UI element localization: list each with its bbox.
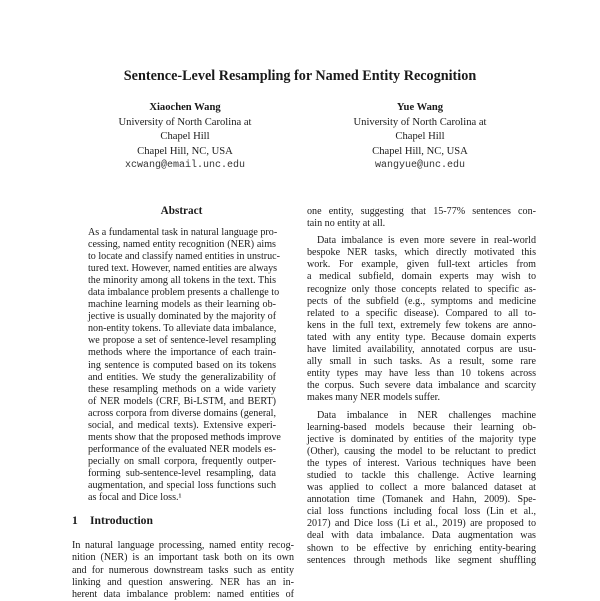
text-line: machine learning models as their learning ob- (88, 299, 276, 311)
text-line: jective is dominated by entities of the majority type (307, 433, 536, 445)
author-block (65, 101, 305, 174)
text-line: bespoke NER tasks, which directly motivated this (307, 247, 536, 259)
text-line: makes many NER models suffer. (307, 392, 440, 404)
author-block (300, 101, 540, 174)
text-line: the corpus. Such severe data imbalance and scarcity (307, 380, 536, 392)
paper-title: Sentence-Level Resampling for Named Entity Recognition (123, 68, 477, 84)
text-line: recognize only those concepts related to specific as- (307, 283, 536, 295)
text-line: sentences through methods like segment shuffling (307, 554, 536, 566)
author-affiliation: Chapel Hill (395, 131, 445, 143)
text-line: social, and medical texts). Extensive experi- (88, 419, 276, 431)
text-line: methods where the importance of each train- (88, 347, 276, 359)
text-line: ing sentence is computed based on its tokens (88, 359, 276, 371)
text-line: have limited availability, annotated corpus are usu- (307, 344, 536, 356)
text-line: non-entity tokens. To alleviate data imbalance, (88, 323, 277, 335)
text-line: forming sub-sentence-level resampling, data (88, 467, 276, 479)
text-line: As a fundamental task in natural language pro- (88, 227, 278, 238)
text-line: cessing, named entity recognition (NER) aims (88, 239, 276, 251)
text-line: In natural language processing, named entity recog- (72, 540, 294, 551)
introduction-heading (72, 514, 153, 527)
section-title: Introduction (90, 514, 153, 527)
text-line: annotation time (Tomanek and Hahn, 2009). Spe- (307, 494, 536, 506)
author-location: Chapel Hill, NC, USA (137, 145, 233, 157)
text-line: one entity, suggesting that 15-77% sentences con- (307, 206, 536, 217)
text-line: linking and question answering. NER has an in- (72, 576, 294, 588)
text-line: kens in the full text, extremely few tokens are anno- (307, 319, 536, 331)
text-line: learning-based models because their learning ob- (307, 421, 536, 433)
author-affiliation: University of North Carolina at (353, 116, 487, 128)
author-location: Chapel Hill, NC, USA (372, 145, 468, 157)
text-line: of NER models (CRF, Bi-LSTM, and BERT) (88, 395, 276, 407)
text-line: augmentation, and special loss functions such (88, 479, 276, 491)
text-line: related to a specific disease). Compared to all to- (307, 307, 536, 319)
text-line: a medical subfield, domain experts may wish to (307, 271, 536, 283)
text-line: and for numerous downstream tasks such as entity (72, 564, 294, 576)
text-line: to locate and classify named entities in unstruc- (88, 251, 281, 263)
text-line: jective is usually dominated by the majority of (88, 311, 277, 323)
author-name: Xiaochen Wang (149, 102, 221, 113)
text-line: entity types may have less than 10 tokens across (307, 368, 536, 380)
text-line: tated with any entity type. Because domain experts (307, 331, 536, 343)
text-line: Data imbalance is even more severe in real-world (317, 235, 536, 247)
author-email: wangyue@unc.edu (374, 160, 465, 172)
text-line: herent data imbalance problem: named entities of (72, 589, 294, 601)
text-line: Data imbalance in NER challenges machine (317, 409, 536, 421)
section-number: 1 (72, 514, 78, 527)
text-line: nition (NER) is an important task both on its own (72, 552, 294, 564)
author-affiliation: University of North Carolina at (118, 116, 252, 128)
text-line: tured text. However, named entities are always (88, 263, 278, 275)
text-line: deal with data imbalance. Data augmentation was (307, 530, 536, 542)
abstract-body (88, 227, 281, 504)
text-line: ments show that the proposed methods improve (88, 431, 281, 443)
introduction-body (72, 540, 294, 601)
text-line: tain no entity at all. (307, 218, 386, 230)
author-name: Yue Wang (396, 102, 444, 113)
text-line: performance of the evaluated NER models es- (88, 443, 276, 455)
text-line: cial loss functions including focal loss (Lin et al., (307, 506, 536, 518)
text-line: pecially on small corpora, frequently outper- (88, 455, 276, 467)
right-column-body (307, 206, 536, 567)
text-line: the minority among all tokens in the text. This (88, 275, 276, 287)
text-line: 2017) and Dice loss (Li et al., 2019) are proposed to (307, 518, 536, 530)
author-email: xcwang@email.unc.edu (124, 160, 246, 172)
text-line: (Other), causing the model to be reluctant to predict (307, 445, 536, 457)
text-line: and entities. We study the generalizability of (88, 371, 276, 383)
text-line: was applied to collect a more balanced dataset at (307, 482, 536, 494)
text-line: these resampling methods on a wide variety (88, 383, 276, 395)
text-line: work. For example, given full-text articles from (307, 259, 536, 271)
text-line: shown to be effective by enriching entity-bearing (307, 542, 536, 554)
text-line: as focal and Dice loss.¹ (88, 492, 182, 504)
text-line: data imbalance problem presents a challenge to (88, 287, 280, 299)
text-line: ally small in such tasks. As a result, some rare (307, 356, 536, 368)
text-line: we propose a set of sentence-level resampling (88, 335, 276, 347)
text-line: pects of the subfield (e.g., symptoms and medicine (307, 295, 536, 307)
abstract-heading: Abstract (160, 205, 203, 217)
author-affiliation: Chapel Hill (160, 131, 210, 143)
text-line: the types of interest. Various techniques have been (307, 457, 536, 469)
text-line: across corpora from diverse domains (general, (88, 407, 276, 419)
text-line: studied to tackle this challenge. Active learning (307, 469, 536, 481)
